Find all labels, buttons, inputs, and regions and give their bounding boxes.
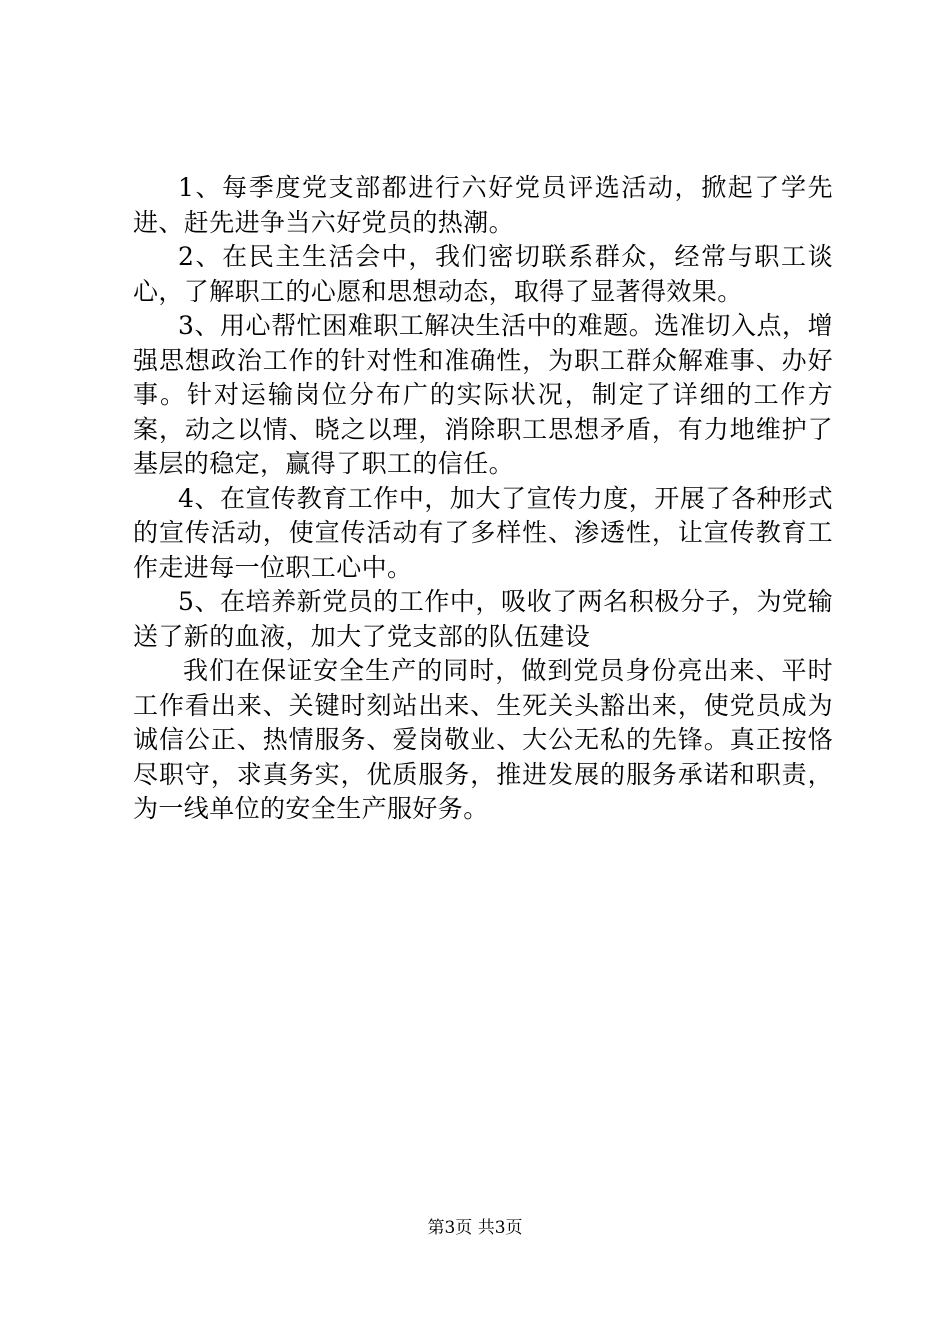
paragraph-item-5: 5、在培养新党员的工作中，吸收了两名积极分子，为党输送了新的血液，加大了党支部的队伍建设 xyxy=(133,587,833,651)
paragraph-item-4: 4、在宣传教育工作中，加大了宣传力度，开展了各种形式的宣传活动，使宣传活动有了多样性、渗透性，让宣传教育工作走进每一位职工心中。 xyxy=(133,483,833,582)
document-body xyxy=(133,171,833,827)
page-footer: 第3页 共3页 xyxy=(427,1218,523,1238)
paragraph-item-3: 3、用心帮忙困难职工解决生活中的难题。选准切入点，增强思想政治工作的针对性和准确性，为职工群众解难事、办好事。针对运输岗位分布广的实际状况，制定了详细的工作方案，动之以情、晓之以理，消除职工思想矛盾，有力地维护了基层的稳定，赢得了职工的信任。 xyxy=(133,311,833,478)
paragraph-summary: 我们在保证安全生产的同时，做到党员身份亮出来、平时工作看出来、关键时刻站出来、生死关头豁出来，使党员成为诚信公正、热情服务、爱岗敬业、大公无私的先锋。真正按恪尽职守，求真务实，优质服务，推进发展的服务承诺和职责，为一线单位的安全生产服好务。 xyxy=(133,656,833,823)
paragraph-item-2: 2、在民主生活会中，我们密切联系群众，经常与职工谈心，了解职工的心愿和思想动态，取得了显著得效果。 xyxy=(133,242,833,306)
paragraph-item-1: 1、每季度党支部都进行六好党员评选活动，掀起了学先进、赶先进争当六好党员的热潮。 xyxy=(133,173,833,237)
